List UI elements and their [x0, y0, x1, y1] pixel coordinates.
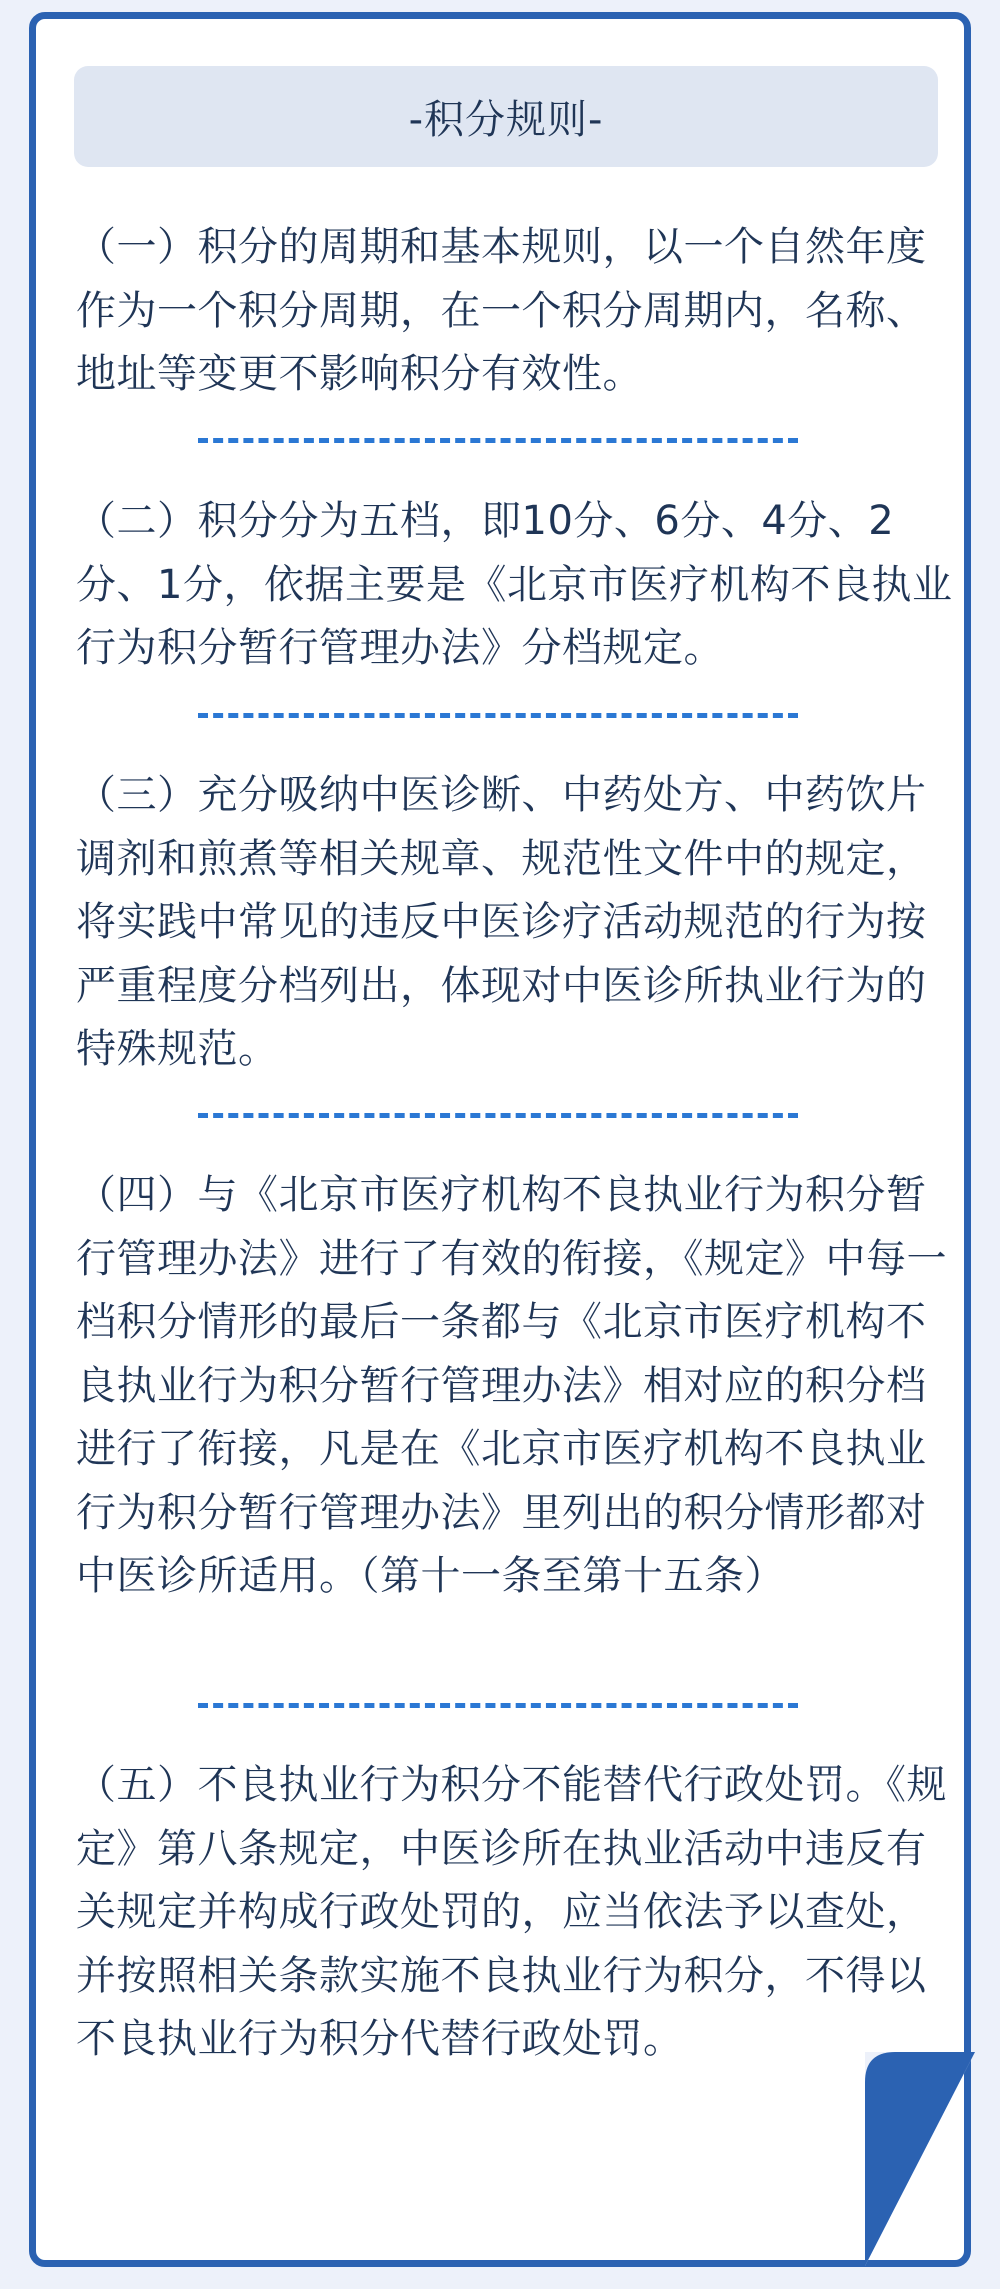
rule-section-2: （二）积分分为五档，即10分、6分、4分、2分、1分，依据主要是《北京市医疗机构不良执业行为积分暂行管理办法》分档规定。 — [76, 498, 953, 671]
rules-card — [29, 12, 971, 2267]
rule-section-4: （四）与《北京市医疗机构不良执业行为积分暂行管理办法》进行了有效的衔接，《规定》中每一档积分情形的最后一条都与《北京市医疗机构不良执业行为积分暂行管理办法》相对应的积分档进行了衔接，凡是在《北京市医疗机构不良执业行为积分暂行管理办法》里列出的积分情形都对中医诊所适用。（第十一条至第十五条） — [76, 1172, 947, 1599]
section-divider — [198, 1113, 798, 1118]
rule-section-3: （三）充分吸纳中医诊断、中药处方、中药饮片调剂和煎煮等相关规章、规范性文件中的规定，将实践中常见的违反中医诊疗活动规范的行为按严重程度分档列出，体现对中医诊所执业行为的特殊规范。 — [76, 772, 927, 1072]
section-divider — [198, 713, 798, 718]
rule-section-5: （五）不良执业行为积分不能替代行政处罚。《规定》第八条规定，中医诊所在执业活动中违反有关规定并构成行政处罚的，应当依法予以查处，并按照相关条款实施不良执业行为积分，不得以不良执业行为积分代替行政处罚。 — [76, 1762, 947, 2062]
section-divider — [198, 1703, 798, 1708]
page-curl-icon — [865, 2052, 975, 2266]
page-title: -积分规则- — [408, 97, 604, 143]
rule-section-1: （一）积分的周期和基本规则，以一个自然年度作为一个积分周期，在一个积分周期内，名称、地址等变更不影响积分有效性。 — [76, 224, 927, 397]
title-banner — [74, 66, 938, 167]
section-divider — [198, 438, 798, 443]
